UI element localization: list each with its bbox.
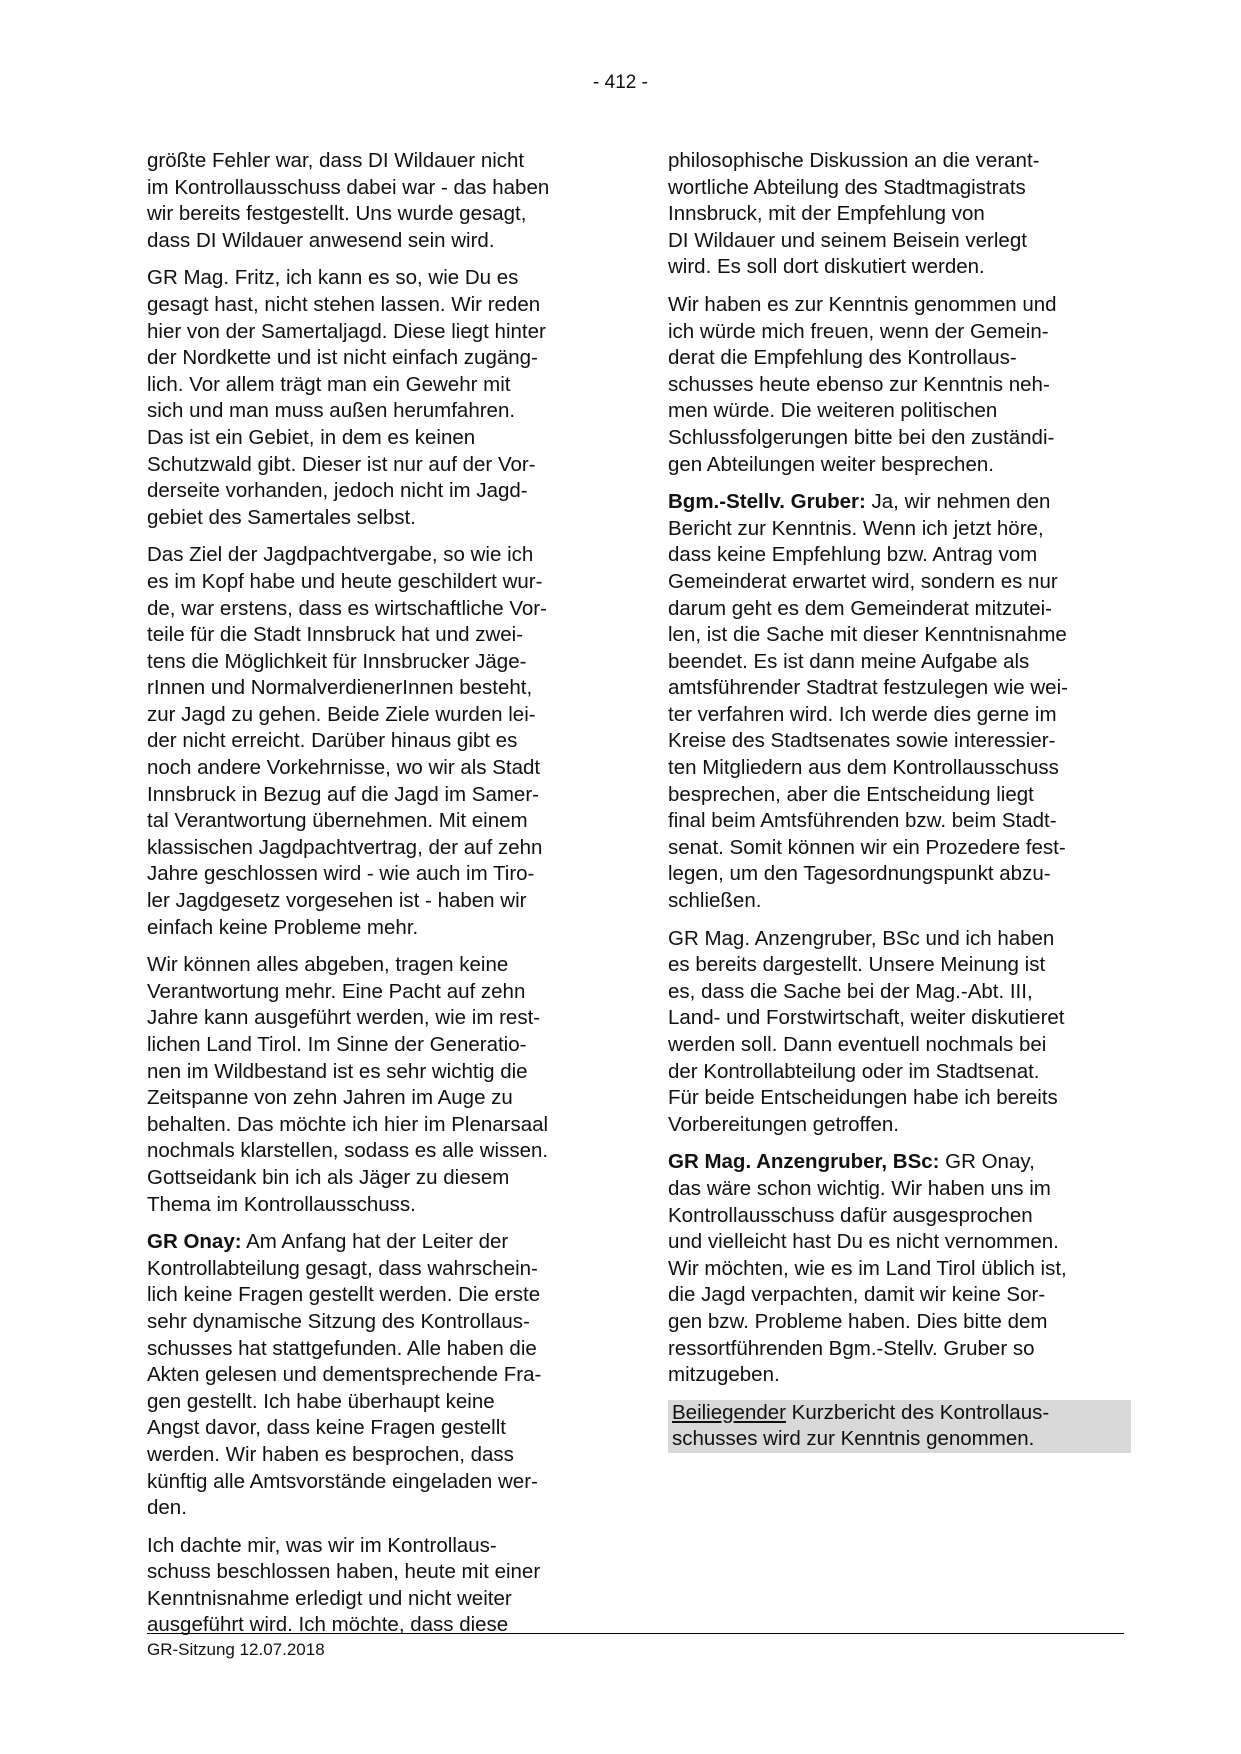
paragraph: größte Fehler war, dass DI Wildauer nicht im Kontrollausschuss dabei war - das haben wir bereits festgestellt. Uns wurde gesagt, dass DI Wildauer anwesend sein wird. <box>147 149 550 252</box>
speaker-paragraph <box>147 1229 599 1522</box>
paragraph: Wir können alles abgeben, tragen keine Verantwortung mehr. Eine Pacht auf zehn Jahre kann ausgeführt werden, wie im rest- lichen Land Tirol. Im Sinne der Generatio- nen im Wildbestand ist es sehr wichtig die Zeitspanne von zehn Jahren im Auge zu behalten. Das möchte ich hier im Plenarsaal nochmals klarstellen, sodass es alle wissen. Gottseidank bin ich als Jäger zu diesem Thema im Kontrollausschuss. <box>147 953 549 1216</box>
paragraph: GR Mag. Anzengruber, BSc und ich haben es bereits dargestellt. Unsere Meinung ist es, dass die Sache bei der Mag.-Abt. III, Land- und Forstwirtschaft, weiter diskutieret werden soll. Dann eventuell nochmals bei der Kontrollabteilung oder im Stadtsenat. Für beide Entscheidungen habe ich bereits Vorbereitungen getroffen. <box>668 926 1065 1136</box>
speaker-name: Bgm.-Stellv. Gruber: <box>668 490 866 514</box>
paragraph: Wir haben es zur Kenntnis genommen und ich würde mich freuen, wenn der Gemein- derat die Empfehlung des Kontrollaus- schusses heute ebenso zur Kenntnis neh- men würde. Die weiteren politischen Schlussfolgerungen bitte bei den zuständi- gen Abteilungen weiter besprechen. <box>668 292 1057 476</box>
paragraph: GR Mag. Fritz, ich kann es so, wie Du es gesagt hast, nicht stehen lassen. Wir reden hier von der Samertaljagd. Diese liegt hinter der Nordkette und ist nicht einfach zugäng- lich. Vor allem trägt man ein Gewehr mit sich und man muss außen herumfahren. Das ist ein Gebiet, in dem es keinen Schutzwald gibt. Dieser ist nur auf der Vor- derseite vorhanden, jedoch nicht im Jagd- gebiet des Samertales selbst. <box>147 266 546 529</box>
resolution-text: Kurzbericht des Kontrollaus- schusses wird zur Kenntnis genommen. <box>672 1400 1050 1451</box>
speech-text: GR Onay, das wäre schon wichtig. Wir haben uns im Kontrollausschuss dafür ausgesprochen und vielleicht hast Du es nicht vernommen. Wir möchten, wie es im Land Tirol üblich ist, die Jagd verpachten, damit wir keine Sor- gen bzw. Probleme haben. Dies bitte dem ressortführenden Bgm.-Stellv. Gruber so mitzugeben. <box>668 1150 1067 1387</box>
paragraph: philosophische Diskussion an die verant- wortliche Abteilung des Stadtmagistrats Innsbruck, mit der Empfehlung von DI Wildauer und seinem Beisein verlegt wird. Es soll dort diskutiert werden. <box>668 149 1040 279</box>
speech-text: Am Anfang hat der Leiter der Kontrollabteilung gesagt, dass wahrschein- lich keine Fragen gestellt werden. Die erste sehr dynamische Sitzung des Kontrollaus- schusses hat stattgefunden. Alle haben die Akten gelesen und dementsprechende Fra- gen gestellt. Ich habe überhaupt keine Angst davor, dass keine Fragen gestellt werden. Wir haben es besprochen, dass künftig alle Amtsvorstände eingeladen wer- den. <box>147 1230 542 1520</box>
resolution-box <box>668 1400 1131 1453</box>
footer-text: GR-Sitzung 12.07.2018 <box>147 1640 325 1659</box>
page-number: - 412 - <box>593 72 648 93</box>
speaker-name: GR Onay: <box>147 1230 242 1254</box>
paragraph: Das Ziel der Jagdpachtvergabe, so wie ich es im Kopf habe und heute geschildert wur- de, war erstens, dass es wirtschaftliche Vor- teile für die Stadt Innsbruck hat und zwei- tens die Möglichkeit für Innsbrucker Jäge- rInnen und NormalverdienerInnen besteht, zur Jagd zu gehen. Beide Ziele wurden lei- der nicht erreicht. Darüber hinaus gibt es noch andere Vorkehrnisse, wo wir als Stadt Innsbruck in Bezug auf die Jagd im Samer- tal Verantwortung übernehmen. Mit einem klassischen Jagdpachtvertrag, der auf zehn Jahre geschlossen wird - wie auch im Tiro- ler Jagdgesetz vorgesehen ist - haben wir einfach keine Probleme mehr. <box>147 543 547 939</box>
resolution-underlined: Beiliegender <box>672 1400 786 1424</box>
speaker-paragraph <box>668 489 1123 915</box>
speech-text: Ja, wir nehmen den Bericht zur Kenntnis. Wenn ich jetzt höre, dass keine Empfehlung bzw. Antrag vom Gemeinderat erwartet wird, sondern es nur darum geht es dem Gemeinderat mitzutei- len, ist die Sache mit dieser Kenntnisnahme beendet. Es ist dann meine Aufgabe als amtsführender Stadtrat festzulegen wie wei- ter verfahren wird. Ich werde dies gerne im Kreise des Stadtsenates sowie interessier- ten Mitgliedern aus dem Kontrollausschuss besprechen, aber die Entscheidung liegt final beim Amtsführenden bzw. beim Stadt- senat. Somit können wir ein Prozedere fest- legen, um den Tagesordnungspunkt abzu- schließen. <box>668 490 1068 913</box>
speaker-name: GR Mag. Anzengruber, BSc: <box>668 1150 940 1174</box>
footer-divider <box>147 1633 1124 1634</box>
paragraph: Ich dachte mir, was wir im Kontrollaus- schuss beschlossen haben, heute mit einer Kenntnisnahme erledigt und nicht weiter ausgeführt wird. Ich möchte, dass diese <box>147 1533 541 1637</box>
speaker-paragraph <box>668 1149 1123 1388</box>
left-column <box>147 148 599 1650</box>
right-column <box>668 148 1123 1464</box>
